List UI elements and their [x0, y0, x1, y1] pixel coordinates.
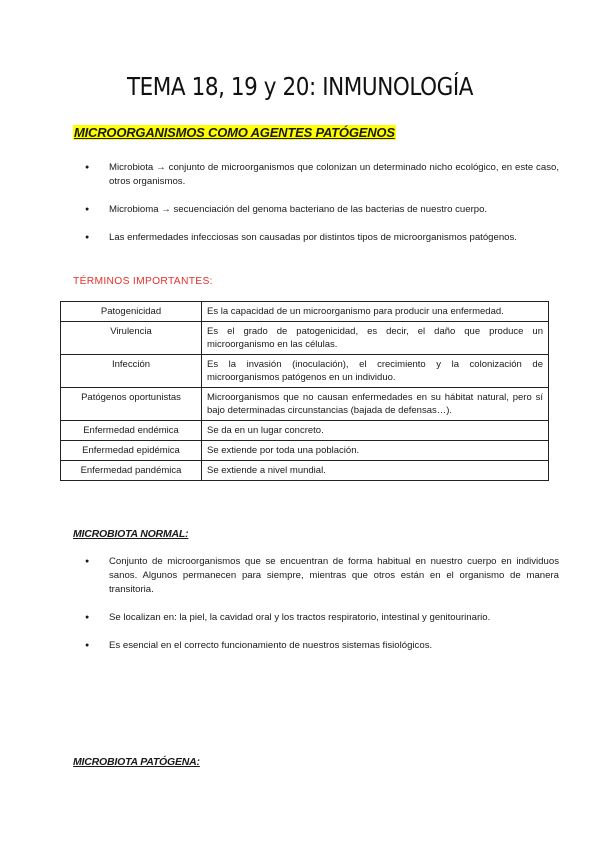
definition-cell: Es la capacidad de un microorganismo para producir una enfermedad. — [202, 302, 549, 322]
list-item: ● Se localizan en: la piel, la cavidad oral y los tractos respiratorio, intestinal y genitourinario. — [73, 611, 559, 625]
term-cell: Enfermedad pandémica — [61, 461, 202, 481]
definition-cell: Se extiende a nivel mundial. — [202, 461, 549, 481]
definition-cell: Se da en un lugar concreto. — [202, 421, 549, 441]
section-heading-microbiota-patogena: MICROBIOTA PATÓGENA: — [73, 756, 200, 768]
section-heading-agentes-patogenos: MICROORGANISMOS COMO AGENTES PATÓGENOS — [74, 125, 395, 140]
list-item: ● Conjunto de microorganismos que se encuentran de forma habitual en nuestro cuerpo en individuos sanos. Algunos permanecen para siempre, mientras que otros están en el organismo de manera transitoria. — [73, 555, 559, 597]
bullet-list-microbiota-normal — [73, 555, 559, 667]
list-item: ● Las enfermedades infecciosas son causadas por distintos tipos de microorganismos patógenos. — [73, 231, 559, 245]
table-row — [61, 302, 549, 322]
table-row — [61, 441, 549, 461]
term-cell: Enfermedad epidémica — [61, 441, 202, 461]
terms-label: TÉRMINOS IMPORTANTES: — [73, 276, 213, 287]
term-cell: Infección — [61, 355, 202, 388]
table-row — [61, 355, 549, 388]
table-row — [61, 421, 549, 441]
term-cell: Virulencia — [61, 322, 202, 355]
definition-cell: Se extiende por toda una población. — [202, 441, 549, 461]
term-cell: Patogenicidad — [61, 302, 202, 322]
table-row — [61, 322, 549, 355]
table-row — [61, 388, 549, 421]
list-item: ● Es esencial en el correcto funcionamiento de nuestros sistemas fisiológicos. — [73, 639, 559, 653]
definition-cell: Microorganismos que no causan enfermedades en su hábitat natural, pero sí bajo determinadas circunstancias (bajada de defensas…). — [202, 388, 549, 421]
terms-table — [60, 301, 549, 481]
page-title: TEMA 18, 19 y 20: INMUNOLOGÍA — [126, 72, 474, 101]
term-cell: Patógenos oportunistas — [61, 388, 202, 421]
definition-cell: Es el grado de patogenicidad, es decir, el daño que produce un microorganismo en las células. — [202, 322, 549, 355]
definition-cell: Es la invasión (inoculación), el crecimiento y la colonización de microorganismos patógenos en un individuo. — [202, 355, 549, 388]
list-item: ● Microbiota → conjunto de microorganismos que colonizan un determinado nicho ecológico, en este caso, otros organismos. — [73, 161, 559, 189]
section-heading-microbiota-normal: MICROBIOTA NORMAL: — [73, 528, 189, 540]
list-item: ● Microbioma → secuenciación del genoma bacteriano de las bacterias de nuestro cuerpo. — [73, 203, 559, 217]
table-row — [61, 461, 549, 481]
bullet-list-microorganismos — [73, 161, 559, 259]
term-cell: Enfermedad endémica — [61, 421, 202, 441]
